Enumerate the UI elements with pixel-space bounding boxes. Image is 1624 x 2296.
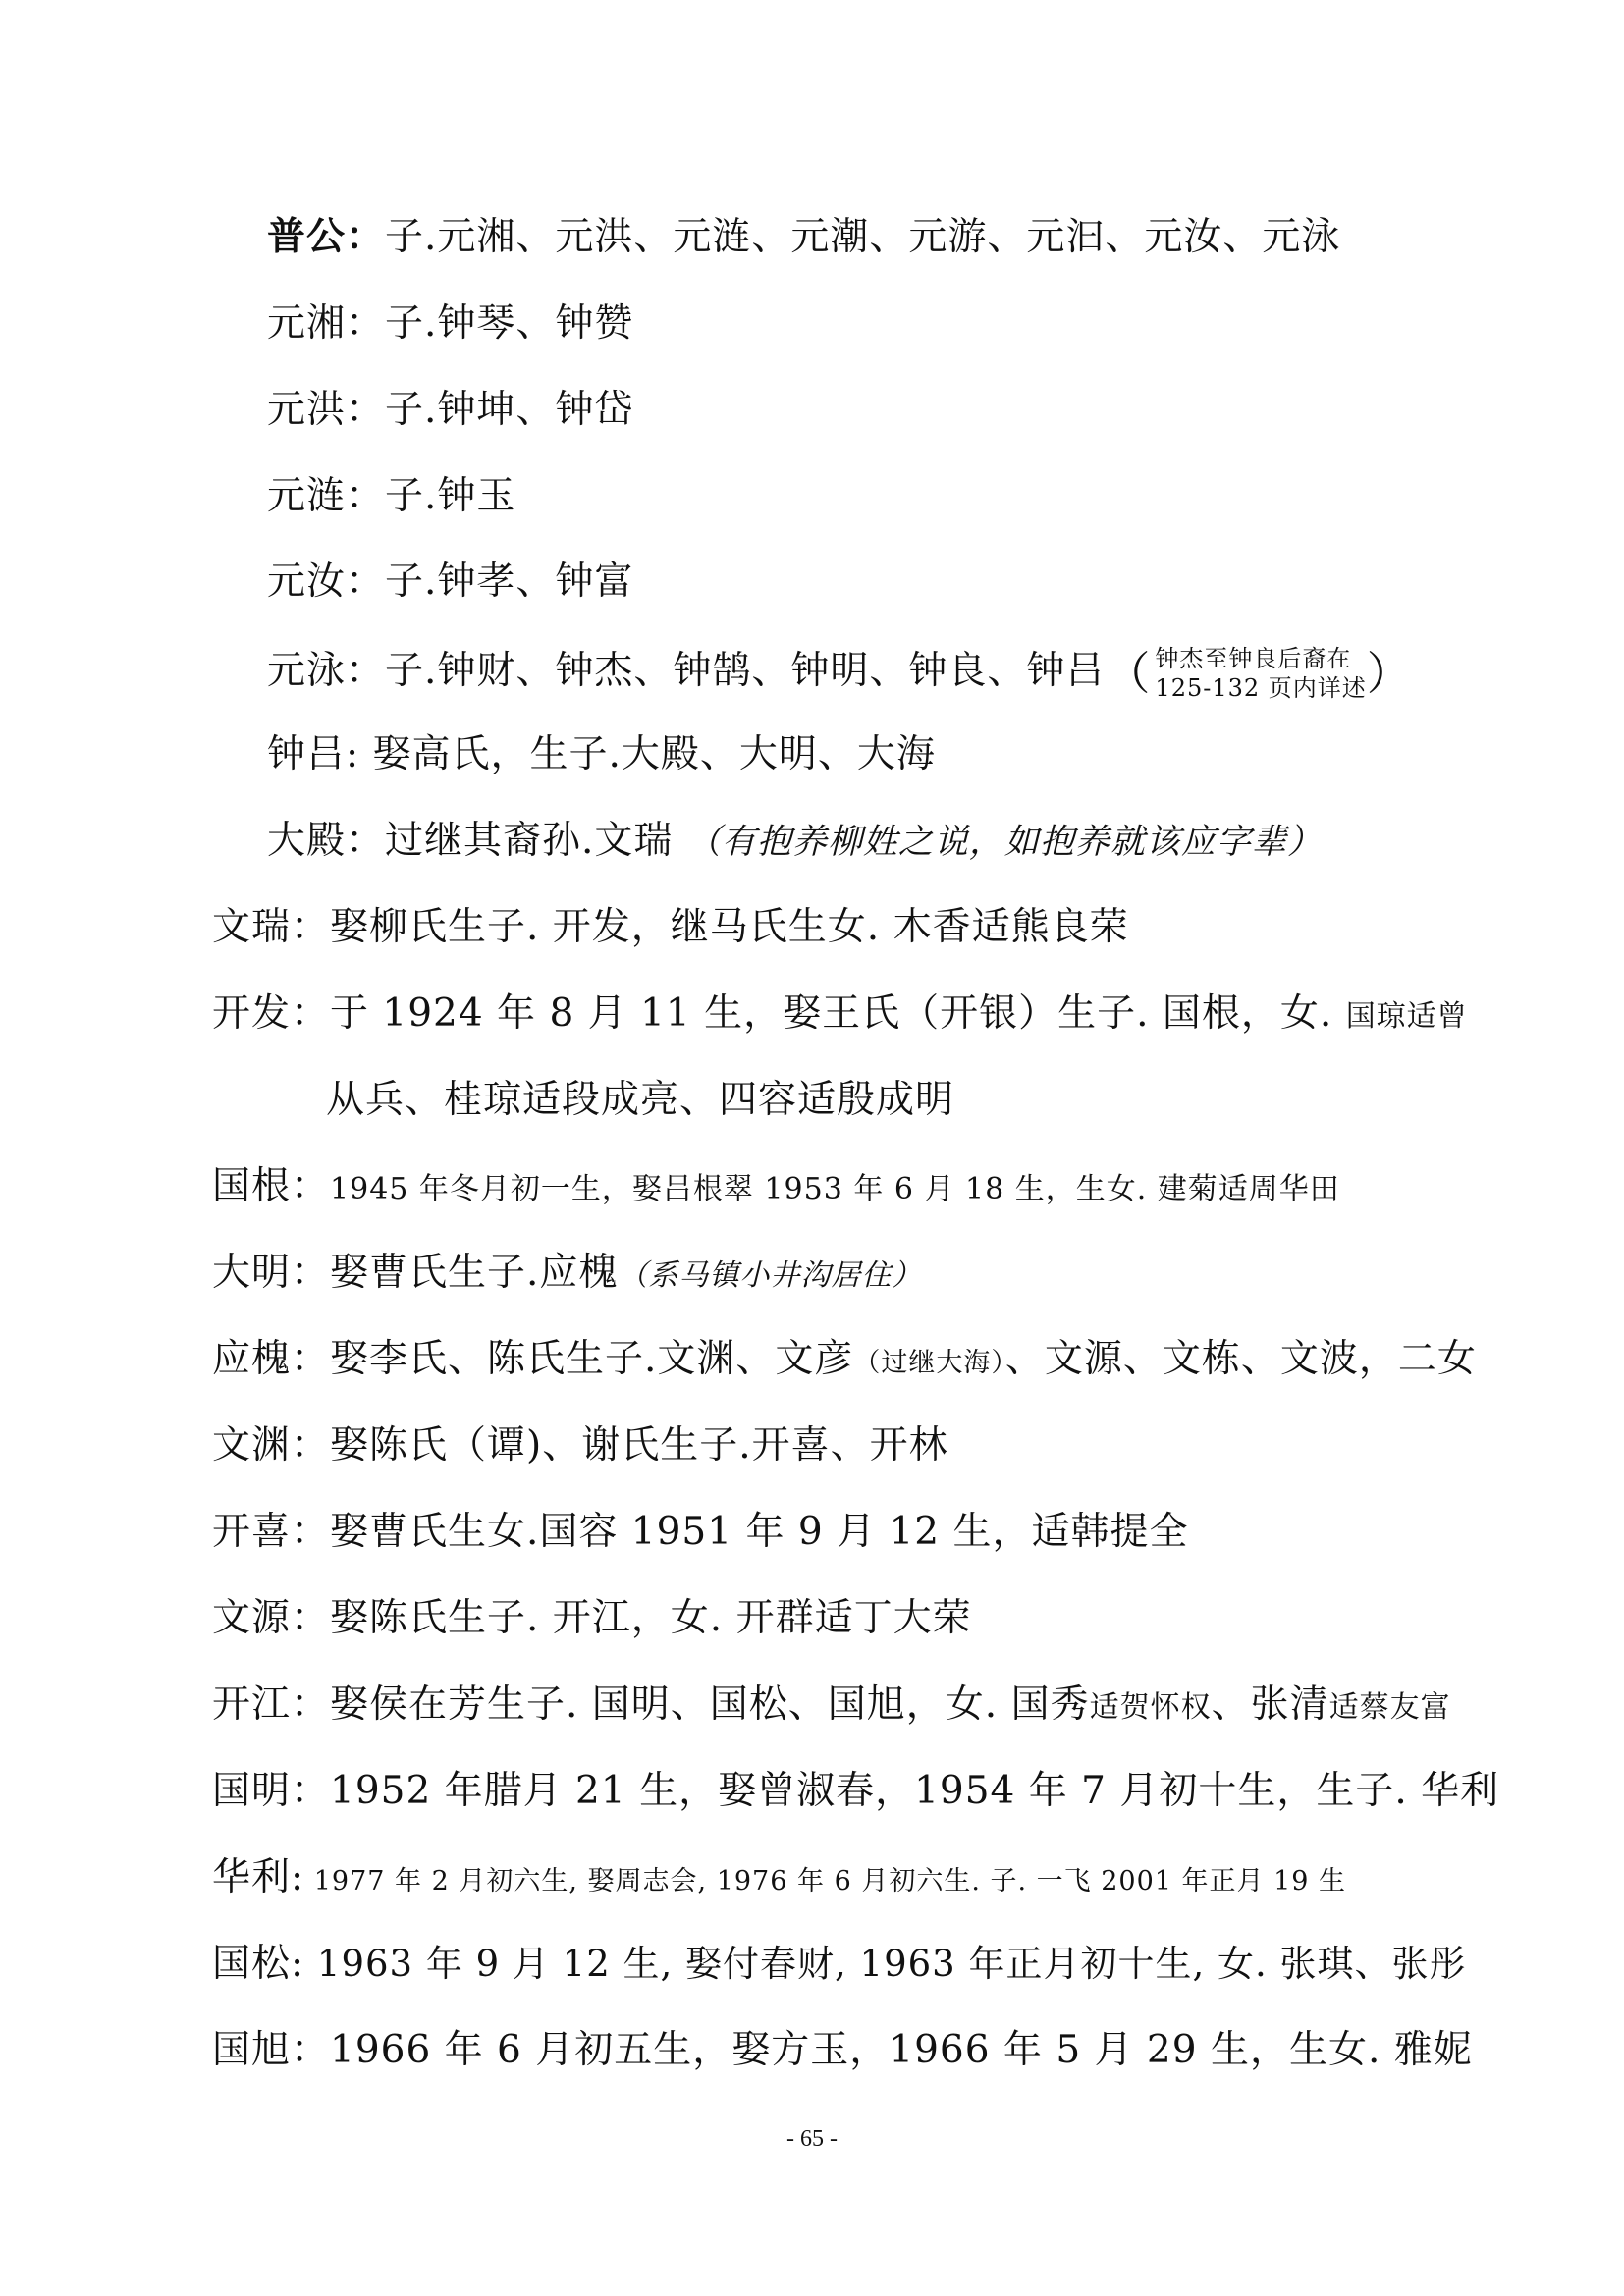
entry-label: 开江： [212,1682,331,1727]
entry-text: 娶柳氏生子. 开发，继马氏生女. 木香适熊良荣 [330,905,1129,949]
entry-note: （有抱养柳姓之说，如抱养就该应字辈） [685,823,1323,862]
entry-guo-gen [212,1162,1340,1214]
entry-kai-jiang [212,1681,1451,1733]
entry-label: 文渊： [212,1423,331,1468]
entry-label: 华利: [212,1855,305,1899]
stacked-note [1155,644,1366,703]
entry-wen-yuan [212,1421,948,1470]
entry-text: 娶高氏，生子.大殿、大明、大海 [359,732,936,776]
entry-text: 子.钟琴、钟赞 [385,301,634,346]
entry-label: 开发： [212,991,331,1036]
entry-text: 子.钟玉 [385,474,516,518]
page-number: - 65 - [786,2126,838,2152]
entry-label: 普公： [267,214,386,259]
entry-yuan-hong [267,386,633,435]
entry-small-text: （过继大海） [853,1348,1005,1378]
entry-guo-ming [212,1767,1499,1816]
entry-text: 1966 年 6 月初五生，娶方玉，1966 年 5 月 29 生，生女. 雅妮 [330,2028,1473,2072]
entry-kai-xi [212,1508,1189,1557]
entry-text-continued: 、文源、文栋、文波，二女 [1004,1337,1477,1381]
entry-pu-gong [267,212,1340,262]
entry-label: 元泳： [267,649,386,693]
entry-wen-yuan-2 [212,1594,972,1643]
entry-wen-rui [212,903,1129,952]
note-open-paren: （ [1105,647,1152,700]
entry-text: 于 1924 年 8 月 11 生，娶王氏（开银）生子. 国根，女. [330,991,1346,1036]
stacked-note-bottom: 125-132 页内详述 [1155,674,1367,702]
entry-yuan-lian [267,472,515,521]
entry-da-ming [212,1249,922,1301]
entry-label: 国根： [212,1164,331,1208]
entry-yuan-ru [267,558,633,607]
entry-text: 过继其裔孙.文瑞 [385,819,686,863]
entry-label: 元汝： [267,560,386,604]
entry-note: （系马镇小井沟居住） [618,1258,923,1293]
entry-text: 娶李氏、陈氏生子.文渊、文彦 [330,1337,854,1381]
entry-text: 1952 年腊月 21 生，娶曾淑春，1954 年 7 月初十生，生子. 华利 [330,1769,1500,1813]
entry-kai-fa-continued [326,1076,954,1125]
note-close-paren: ） [1366,647,1413,700]
stacked-note-top: 钟杰至钟良后裔在 [1155,645,1352,672]
entry-label: 国旭： [212,2028,331,2072]
entry-small-text: 1977 年 2 月初六生, 娶周志会, 1976 年 6 月初六生. 子. 一飞 2001 年正月 19 生 [304,1866,1347,1896]
entry-zhong-lv [267,730,936,779]
entry-text: 1963 年 9 月 12 生, 娶付春财, 1963 年正月初十生, 女. 张琪、张彤 [304,1943,1467,1985]
entry-text: 娶曹氏生子.应槐 [330,1251,619,1295]
entry-label: 元涟： [267,474,386,518]
entry-small-text-2: 适蔡友富 [1328,1690,1451,1725]
entry-label: 国明： [212,1769,331,1813]
entry-label: 元湘： [267,301,386,346]
entry-text: 娶陈氏生子. 开江，女. 开群适丁大荣 [330,1596,972,1640]
entry-small-text: 国琼适曾 [1345,999,1468,1034]
entry-text-continued: 、张清 [1211,1682,1329,1727]
entry-label: 应槐： [212,1337,331,1381]
entry-label: 国松: [212,1942,305,1986]
entry-text: 娶陈氏（谭)、谢氏生子.开喜、开林 [330,1423,948,1468]
entry-text: 子.钟坤、钟岱 [385,388,634,432]
entry-label: 文瑞： [212,905,331,949]
entry-yuan-xiang [267,299,633,348]
entry-label: 钟吕: [267,732,360,776]
entry-label: 大明： [212,1251,331,1295]
entry-label: 大殿： [267,819,386,863]
entry-text: 从兵、桂琼适段成亮、四容适殷成明 [326,1078,955,1122]
entry-guo-xu [212,2026,1473,2075]
entry-hua-li [212,1853,1346,1906]
entry-da-dian [267,817,1323,867]
entry-small-text: 适贺怀权 [1089,1690,1212,1725]
entry-ying-huai [212,1335,1477,1388]
entry-text: 子.元湘、元洪、元涟、元潮、元游、元汩、元汝、元泳 [385,215,1341,259]
entry-text: 娶曹氏生女.国容 1951 年 9 月 12 生，适韩提全 [330,1510,1189,1554]
entry-kai-fa [212,989,1468,1041]
entry-text: 娶侯在芳生子. 国明、国松、国旭，女. 国秀 [330,1682,1090,1727]
entry-label: 开喜： [212,1510,331,1554]
entry-yuan-yong [267,644,1413,703]
entry-label: 文源： [212,1596,331,1640]
entry-small-text: 1945 年冬月初一生，娶吕根翠 1953 年 6 月 18 生，生女. 建菊适周华田 [330,1172,1340,1206]
entry-text: 子.钟财、钟杰、钟鹄、钟明、钟良、钟吕 [385,649,1106,693]
entry-text: 子.钟孝、钟富 [385,560,634,604]
entry-guo-song [212,1940,1467,1989]
entry-label: 元洪： [267,388,386,432]
